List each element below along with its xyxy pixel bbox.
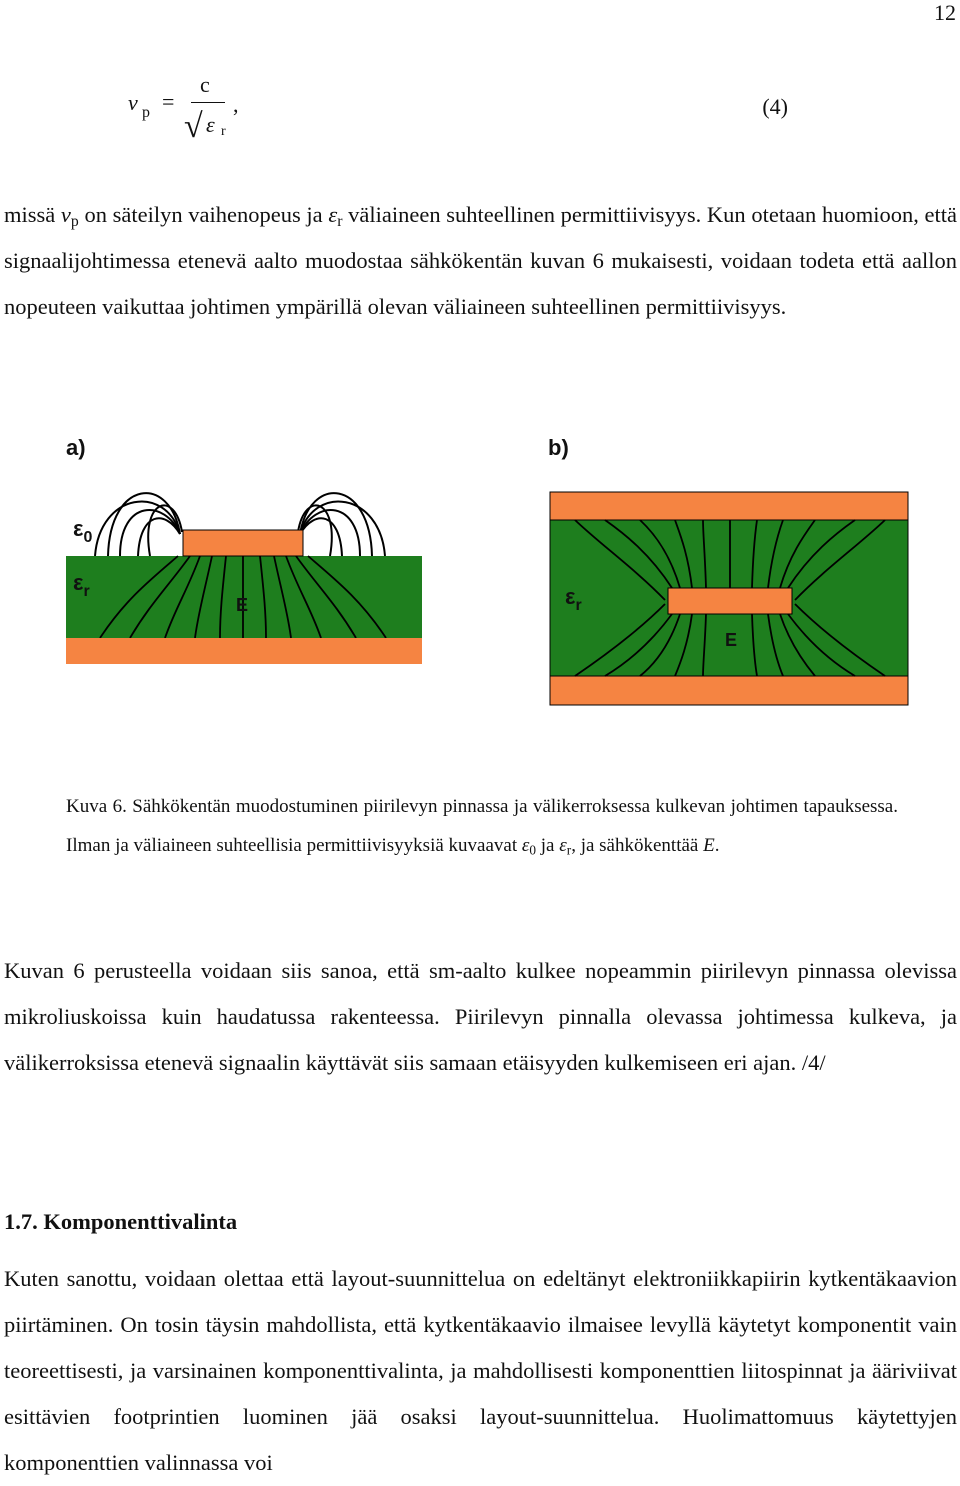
para1-text-3: väliaineen suhteellinen permittiivisyys. Kun otetaan huomioon, että signaalijohtimessa etenevä aalto muodostaa sähkökentän kuvan 6 mukaisesti, voidaan todeta että aallon nopeuteen vaikuttaa johtimen ympärillä olevan väliaineen suhteellinen permittiivisyys. bbox=[4, 202, 957, 319]
para1-var-eps: ε bbox=[328, 202, 338, 227]
fraction-bar bbox=[191, 102, 225, 103]
figure-6 bbox=[0, 404, 960, 759]
paragraph-2: Kuvan 6 perusteella voidaan siis sanoa, että sm-aalto kulkee nopeammin piirilevyn pinnassa olevissa mikroliuskoissa kuin haudatussa rakenteessa. Piirilevyn pinnalla olevassa johtimessa kulkeva, ja välikerroksissa etenevä signaalin käyttävät siis samaan etäisyyden kulkemiseen eri ajan. /4/ bbox=[4, 958, 957, 1075]
equation-den-var: ε bbox=[206, 112, 215, 137]
para1-text-1: missä bbox=[4, 202, 61, 227]
eps0-label: $\varepsilon_0$ bbox=[73, 516, 93, 546]
equation-den-sub: r bbox=[221, 124, 226, 139]
caption-text-3: , ja sähkökenttää bbox=[571, 834, 704, 856]
caption-var-epsr: ε bbox=[559, 834, 567, 856]
equation-comma: , bbox=[233, 92, 239, 117]
epsr-label-a: $\varepsilon_r$ bbox=[73, 570, 90, 600]
caption-text-4: . bbox=[714, 834, 720, 856]
field-label-a: E bbox=[236, 595, 249, 615]
caption-var-E: E bbox=[703, 834, 715, 856]
equation-equals: = bbox=[162, 89, 175, 114]
sqrt-sign: √ bbox=[184, 108, 203, 145]
para1-sub-p: p bbox=[70, 212, 79, 230]
ground-plane-a bbox=[66, 638, 422, 664]
trace-b bbox=[668, 588, 792, 614]
para1-sub-r: r bbox=[337, 212, 343, 230]
caption-text-2: ja bbox=[536, 834, 560, 856]
para1-text-2: on säteilyn vaihenopeus ja bbox=[78, 202, 329, 227]
plane-bottom-b bbox=[550, 676, 908, 705]
panel-b-label: b) bbox=[548, 435, 569, 460]
caption-sub-0: 0 bbox=[529, 841, 537, 857]
page-number: 12 bbox=[934, 0, 956, 25]
paragraph-3: Kuten sanottu, voidaan olettaa että layout-suunnittelua on edeltänyt elektroniikkapiirin kytkentäkaavion piirtäminen. On tosin täysin mahdollista, että kytkentäkaavio ilmaisee levyllä käytetyt komponentit vain teoreettisesti, ja varsinainen komponenttivalinta, ja mahdollisesti komponenttien liitospinnat ja ääriviivat esittävien footprintien luominen jää osaksi layout-suunnittelua. Huolimattomuus käytettyjen komponenttien valinnassa voi bbox=[4, 1266, 957, 1475]
caption-text-1: Kuva 6. Sähkökentän muodostuminen piirilevyn pinnassa ja välikerroksessa kulkevan johtimen tapauksessa. Ilman ja väliaineen suhteellisia permittiivisyyksiä kuvaavat bbox=[66, 796, 898, 856]
caption-var-eps0: ε bbox=[521, 834, 530, 856]
equation-lhs-sub: p bbox=[142, 104, 150, 121]
equation-numerator: c bbox=[200, 72, 210, 97]
field-label-b: E bbox=[725, 630, 738, 650]
panel-a-label: a) bbox=[66, 435, 86, 460]
figure-caption bbox=[66, 788, 898, 865]
plane-top-b bbox=[550, 492, 908, 520]
paragraph-1 bbox=[4, 192, 957, 330]
caption-sub-r: r bbox=[566, 841, 572, 857]
field-diagram bbox=[0, 404, 960, 754]
trace-a bbox=[183, 530, 303, 556]
epsr-label-b: $\varepsilon_r$ bbox=[565, 584, 582, 614]
para1-var-v: v bbox=[60, 202, 71, 227]
section-heading: 1.7. Komponenttivalinta bbox=[4, 1209, 238, 1234]
equation-lhs-var: v bbox=[128, 90, 138, 115]
equation-number: (4) bbox=[762, 94, 788, 119]
